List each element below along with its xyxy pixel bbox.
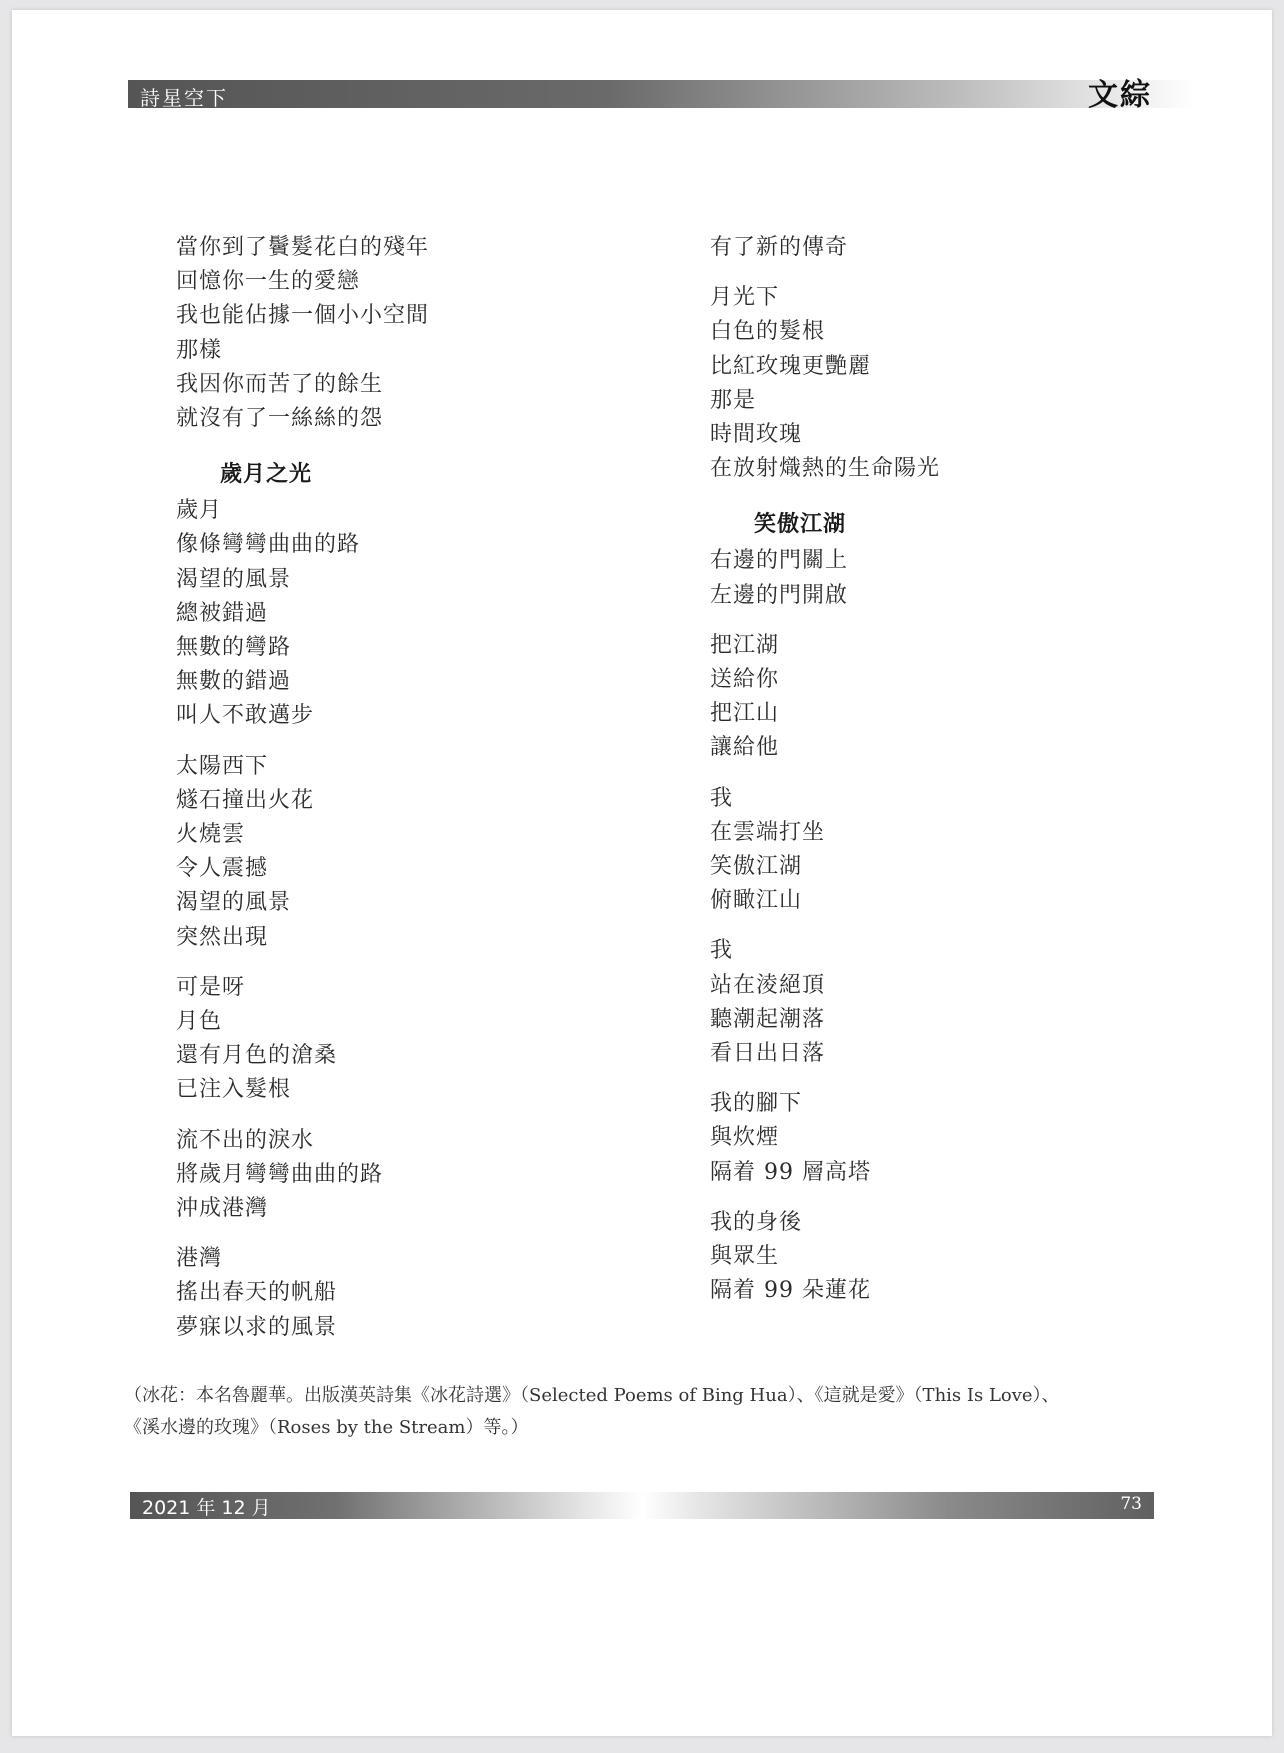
poem-line: 時間玫瑰 xyxy=(710,422,803,447)
poem-line: 我的腳下 xyxy=(710,1091,803,1117)
poem-line: 當你到了鬢髮花白的殘年 xyxy=(176,235,430,260)
poem-line: 看日出日落 xyxy=(710,1041,826,1066)
poem-line: 回憶你一生的愛戀 xyxy=(176,269,361,295)
poem-line: 像條彎彎曲曲的路 xyxy=(176,532,361,558)
poem-line: 總被錯過 xyxy=(176,600,269,626)
poem-line: 太陽西下 xyxy=(176,753,269,779)
poem-line: 無數的彎路 xyxy=(176,635,292,660)
author-note-line: 《溪水邊的玫瑰》（Roses by the Stream）等。） xyxy=(124,1417,529,1438)
poem-line: 我 xyxy=(710,785,734,811)
poem-line: 將歲月彎彎曲曲的路 xyxy=(176,1161,384,1187)
poem-line: 隔着 99 層高塔 xyxy=(710,1159,871,1185)
poem-line: 可是呀 xyxy=(176,974,246,1000)
poem-line: 隔着 99 朵蓮花 xyxy=(710,1278,871,1304)
poem-line: 俯瞰江山 xyxy=(710,888,803,914)
poem-line: 突然出現 xyxy=(176,924,269,950)
poem-line: 燧石撞出火花 xyxy=(176,787,315,813)
poem-line: 右邊的門關上 xyxy=(710,548,849,574)
poem-line: 與眾生 xyxy=(710,1244,780,1269)
poem-line: 與炊煙 xyxy=(710,1125,780,1151)
poem-line: 搖出春天的帆船 xyxy=(176,1280,338,1306)
poem-line: 送給你 xyxy=(710,667,780,692)
poem-line: 把江山 xyxy=(710,701,780,727)
footer-bar xyxy=(130,1492,1154,1519)
issue-date: 2021 年 12 月 xyxy=(142,1497,271,1519)
magazine-brand: 文綜 xyxy=(1088,78,1152,113)
author-note xyxy=(124,1380,1184,1444)
poem-line: 渴望的風景 xyxy=(176,566,292,592)
poem-line: 就沒有了一絲絲的怨 xyxy=(176,406,384,431)
poem-line: 在雲端打坐 xyxy=(710,819,826,845)
poem-line: 令人震撼 xyxy=(176,856,269,882)
poem-line: 站在淩絕頂 xyxy=(710,972,826,998)
poem-line: 叫人不敢邁步 xyxy=(176,703,315,729)
author-note-line: （冰花：本名魯麗華。出版漢英詩集《冰花詩選》（Selected Poems of Bing Hua）、《這就是愛》（This Is Love）、 xyxy=(124,1385,1060,1406)
poem-line: 我也能佔據一個小小空間 xyxy=(176,303,430,329)
poem-line: 左邊的門開啟 xyxy=(710,582,849,608)
header-bar xyxy=(128,78,1194,113)
poem-line: 比紅玫瑰更艷麗 xyxy=(710,353,872,379)
poem-line: 還有月色的滄桑 xyxy=(176,1043,338,1069)
section-title: 詩星空下 xyxy=(140,86,228,110)
poem-title: 笑傲江湖 xyxy=(754,512,847,538)
poem-title: 歲月之光 xyxy=(220,462,313,488)
magazine-page xyxy=(12,10,1272,1736)
poem-line: 無數的錯過 xyxy=(176,669,292,695)
poem-line: 笑傲江湖 xyxy=(710,854,803,879)
poem-line: 我 xyxy=(710,938,734,964)
poem-line: 聽潮起潮落 xyxy=(710,1006,826,1032)
poem-line: 我的身後 xyxy=(710,1209,803,1235)
poem-line: 渴望的風景 xyxy=(176,890,292,916)
poem-line: 把江湖 xyxy=(710,632,780,658)
poem-line: 歲月 xyxy=(176,498,223,524)
poem-line: 有了新的傳奇 xyxy=(710,235,849,260)
poem-line: 我因你而苦了的餘生 xyxy=(176,371,384,397)
poem-line: 月色 xyxy=(176,1009,223,1034)
poem-line: 那樣 xyxy=(176,337,223,363)
page-number: 73 xyxy=(1120,1494,1142,1514)
poem-line: 夢寐以求的風景 xyxy=(176,1314,338,1340)
poem-line: 月光下 xyxy=(710,285,780,311)
poem-line: 港灣 xyxy=(176,1246,223,1272)
poem-line: 讓給他 xyxy=(710,735,780,761)
poem-line: 流不出的淚水 xyxy=(176,1127,315,1153)
poem-line: 已注入髮根 xyxy=(176,1077,292,1103)
poem-line: 沖成港灣 xyxy=(176,1196,269,1221)
poem-line: 白色的髮根 xyxy=(710,319,826,345)
poem-line: 火燒雲 xyxy=(176,822,246,847)
poem-line: 在放射熾熱的生命陽光 xyxy=(710,456,941,482)
poem-line: 那是 xyxy=(710,387,757,413)
